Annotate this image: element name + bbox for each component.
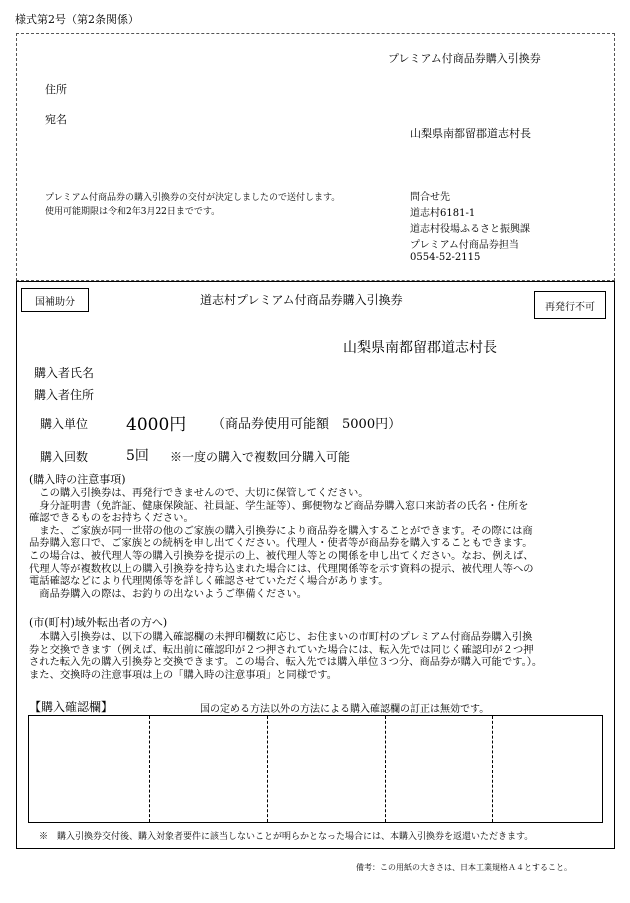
purchase-note-line: 品券購入窓口で、ご家族との続柄を申し出てください。代理人・使者等が商品券を購入することもできます。	[29, 537, 533, 550]
relocation-line: された転入先の購入引換券と交換できます。この場合、転入先では購入単位３つ分、商品券が購入可能です。）。	[29, 656, 543, 669]
buyer-name-label: 購入者氏名	[34, 366, 95, 380]
notice-line-2: 使用可能期限は令和2年3月22日までです。	[45, 207, 221, 217]
purchase-note-line: この場合は、被代理人等の購入引換券を提示の上、被代理人等との関係を申し出てください。なお、例えば、	[29, 549, 534, 562]
purchase-notes	[29, 487, 534, 600]
confirm-cell-divider	[492, 716, 493, 822]
footer-note: 備考：この用紙の大きさは、日本工業規格Ａ４とすること。	[356, 863, 572, 872]
no-reissue-badge: 再発行不可	[534, 291, 606, 319]
confirm-cell-divider	[385, 716, 386, 822]
subsidy-badge: 国補助分	[21, 288, 89, 312]
confirm-heading: 【購入確認欄】	[29, 700, 114, 714]
return-note: ※ 購入引換券交付後、購入対象者要件に該当しないことが明らかとなった場合には、本購入引換券を返還いただきます。	[39, 832, 534, 842]
relocation-line: また、交換時の注意事項は上の「購入時の注意事項」と同様です。	[29, 668, 338, 681]
contact-phone: 0554-52-2115	[410, 252, 481, 263]
confirm-cell-divider	[267, 716, 268, 822]
address-label: 住所	[45, 83, 67, 96]
count-note: ※一度の購入で複数回分購入可能	[170, 450, 351, 464]
form-label: 様式第2号（第2条関係）	[15, 13, 139, 26]
voucher-issuer: 山梨県南都留郡道志村長	[343, 340, 497, 356]
contact-person: プレミアム付商品券担当	[410, 240, 519, 251]
unit-value: 4000円	[126, 415, 187, 435]
buyer-address-label: 購入者住所	[34, 388, 95, 402]
addressee-label: 宛名	[45, 113, 67, 126]
relocation-heading: (市(町村)域外転出者の方へ)	[29, 616, 168, 629]
mailing-section	[16, 33, 615, 281]
contact-department: 道志村役場ふるさと振興課	[410, 224, 530, 235]
relocation-notes	[29, 631, 542, 681]
mailing-issuer: 山梨県南都留郡道志村長	[410, 127, 531, 140]
confirm-note: 国の定める方法以外の方法による購入確認欄の訂正は無効です。	[200, 704, 490, 715]
mailing-voucher-name: プレミアム付商品券購入引換券	[388, 52, 541, 65]
purchase-note-line: 代理人等が複数枚以上の購入引換券を持ち込まれた場合には、代理関係等を示す資料の提示、被代理人等への	[29, 562, 534, 575]
purchase-note-line: この購入引換券は、再発行できませんので、大切に保管してください。	[29, 487, 369, 499]
relocation-line: 券と交換できます（例えば、転出前に確認印が２つ押されていた場合には、転入先では同じく確認印が２つ押	[29, 643, 534, 656]
relocation-line: 本購入引換券は、以下の購入確認欄の未押印欄数に応じ、お住まいの市町村のプレミアム付商品券購入引換	[29, 631, 533, 643]
purchase-note-line: 確認できるものをお持ちください。	[29, 512, 194, 525]
usable-amount: （商品券使用可能額 5000円）	[212, 417, 402, 432]
contact-heading: 問合せ先	[410, 192, 450, 203]
purchase-note-line: 身分証明書（免許証、健康保険証、社員証、学生証等）、郵便物など商品券購入窓口来訪者の氏名・住所を	[29, 499, 529, 512]
contact-address: 道志村6181-1	[410, 208, 476, 219]
notice-line-1: プレミアム付商品券の購入引換券の交付が決定しましたので送付します。	[45, 193, 341, 203]
purchase-confirm-grid	[28, 715, 603, 823]
confirm-cell-divider	[149, 716, 150, 822]
voucher-title: 道志村プレミアム付商品券購入引換券	[200, 293, 403, 307]
count-label: 購入回数	[40, 450, 89, 464]
count-value: 5回	[126, 448, 149, 464]
purchase-note-line: 商品券購入の際は、お釣りの出ないようご準備ください。	[29, 587, 308, 600]
purchase-note-line: また、ご家族が同一世帯の他のご家族の購入引換券により商品券を購入することができます。その際には商	[29, 524, 533, 537]
unit-label: 購入単位	[40, 417, 89, 431]
purchase-notes-heading: (購入時の注意事項)	[29, 473, 126, 486]
purchase-note-line: 電話確認などにより代理関係等を詳しく確認させていただく場合があります。	[29, 575, 389, 588]
